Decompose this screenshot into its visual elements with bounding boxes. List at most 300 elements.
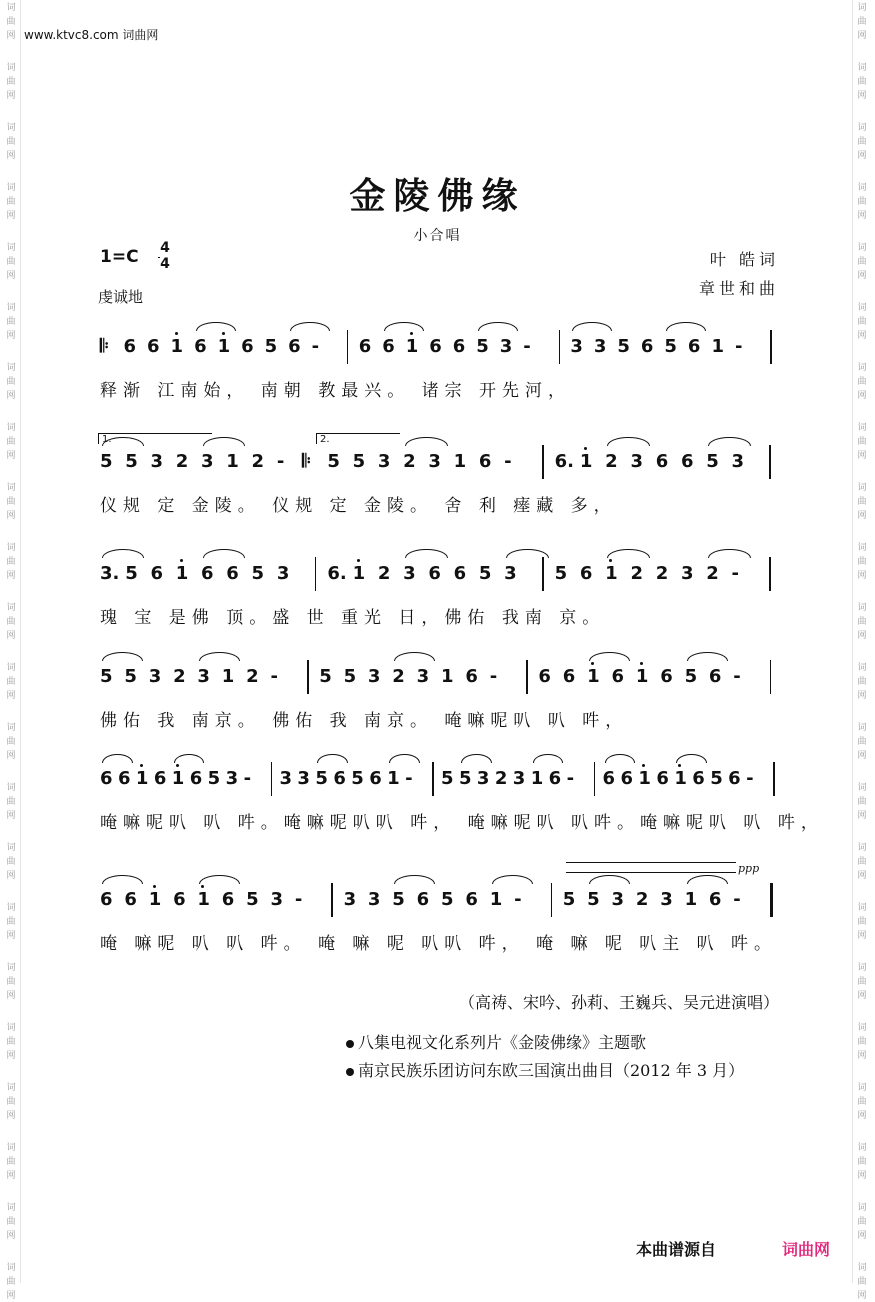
decrescendo-top: [566, 862, 736, 863]
watermark-char: 网: [6, 571, 16, 581]
bullet-icon: [346, 1040, 354, 1048]
jianpu-note: 6: [288, 336, 301, 357]
note-line-2: [346, 1058, 744, 1081]
watermark-char: 曲: [6, 617, 16, 627]
key-signature: 1=C: [100, 247, 139, 267]
jianpu-note: 5: [710, 768, 723, 789]
watermark-char: 曲: [857, 377, 867, 387]
jianpu-note: 1: [171, 768, 185, 789]
jianpu-note: 2: [403, 451, 416, 472]
watermark-char: 曲: [857, 197, 867, 207]
slur: [687, 652, 728, 661]
jianpu-note: 3: [343, 889, 357, 910]
octave-dot: [410, 332, 413, 335]
watermark-char: 词: [857, 903, 867, 913]
jianpu-note: 6: [194, 336, 207, 357]
jianpu-note: 5: [315, 768, 328, 789]
watermark-char: 曲: [857, 1097, 867, 1107]
jianpu-note: 6: [226, 563, 239, 584]
jianpu-note: 6: [241, 336, 254, 357]
jianpu-note: 6: [201, 563, 214, 584]
watermark-char: 曲: [857, 677, 867, 687]
jianpu-note: 6: [620, 768, 633, 789]
jianpu-note: 3: [593, 336, 607, 357]
watermark-char: 曲: [6, 137, 16, 147]
slur: [317, 754, 348, 763]
jianpu-note: 3: [201, 451, 214, 472]
watermark-char: 网: [857, 631, 867, 641]
watermark-char: 曲: [6, 77, 16, 87]
jianpu-note: 3: [403, 563, 416, 584]
watermark-char: 词: [857, 1203, 867, 1213]
jianpu-note: 6: [429, 336, 442, 357]
jianpu-note: 5: [684, 666, 698, 687]
sustain-dash: -: [504, 451, 512, 472]
watermark-char: 词: [857, 1023, 867, 1033]
jianpu-note: 5: [476, 336, 489, 357]
jianpu-note: 5: [100, 451, 113, 472]
octave-dot: [176, 764, 179, 767]
jianpu-note: 6: [562, 666, 576, 687]
jianpu-note: 6: [660, 666, 673, 687]
watermark-char: 词: [857, 243, 867, 253]
watermark-char: 曲: [857, 857, 867, 867]
watermark-char: 曲: [6, 797, 16, 807]
sustain-dash: -: [733, 666, 741, 687]
watermark-char: 曲: [6, 497, 16, 507]
watermark-char: 词: [6, 783, 16, 793]
jianpu-note: 6: [123, 336, 137, 357]
jianpu-note: 6: [656, 768, 669, 789]
jianpu-note: 6: [692, 768, 705, 789]
watermark-char: 曲: [6, 857, 16, 867]
jianpu-note: 6: [173, 889, 186, 910]
barline: [770, 883, 773, 917]
bullet-icon: [346, 1068, 354, 1076]
sustain-dash: -: [243, 768, 252, 789]
site-watermark: www.ktvc8.com 词曲网: [24, 28, 159, 42]
repeat-start: 𝄆: [302, 451, 311, 472]
jianpu-note: 1: [175, 563, 189, 584]
jianpu-note: 6: [611, 666, 625, 687]
slur: [203, 549, 245, 558]
watermark-char: 网: [857, 571, 867, 581]
meter-bottom: 4: [160, 256, 170, 272]
lyric-line: 唵 嘛呢 叭 叭 吽。 唵 嘛 呢 叭叭 吽， 唵 嘛 呢 叭主 叭 吽。: [100, 934, 778, 954]
jianpu-note: 1: [605, 563, 618, 584]
sustain-dash: -: [731, 563, 739, 584]
watermark-char: 曲: [857, 617, 867, 627]
jianpu-note: 2: [655, 563, 669, 584]
jianpu-note: 5: [125, 451, 138, 472]
jianpu-note: 5: [617, 336, 630, 357]
jianpu-note: 6: [382, 336, 395, 357]
watermark-char: 词: [6, 423, 16, 433]
watermark-char: 网: [6, 1231, 16, 1241]
watermark-char: 网: [6, 631, 16, 641]
jianpu-note: 2: [251, 451, 265, 472]
sustain-dash: -: [746, 768, 754, 789]
watermark-char: 词: [857, 1263, 867, 1273]
watermark-char: 网: [857, 331, 867, 341]
jianpu-note: 6: [708, 666, 722, 687]
watermark-char: 网: [857, 811, 867, 821]
watermark-char: 词: [6, 1083, 16, 1093]
jianpu-note: 2: [175, 451, 189, 472]
decrescendo-bottom: [566, 872, 736, 873]
watermark-char: 曲: [857, 257, 867, 267]
watermark-char: 网: [857, 1051, 867, 1061]
barline: [770, 330, 772, 364]
lyricist-credit: 叶 皓词: [709, 250, 779, 269]
note-text-2: 南京民族乐团访问东欧三国演出曲目（2012 年 3 月）: [358, 1061, 745, 1080]
jianpu-note: 3: [148, 666, 162, 687]
watermark-char: 曲: [6, 917, 16, 927]
watermark-char: 词: [6, 303, 16, 313]
octave-dot: [678, 764, 681, 767]
jianpu-note: 5: [706, 451, 719, 472]
jianpu-note: 6: [708, 889, 722, 910]
tempo-marking: 虔诚地: [98, 288, 144, 306]
watermark-char: 曲: [857, 17, 867, 27]
slur: [405, 549, 447, 558]
jianpu-note: 6.: [554, 451, 575, 472]
barline: [347, 330, 349, 364]
jianpu-note: 6: [100, 768, 113, 789]
watermark-char: 词: [857, 543, 867, 553]
slur: [589, 652, 630, 661]
slur: [492, 875, 533, 884]
sustain-dash: -: [734, 336, 743, 357]
song-title: 金陵佛缘: [349, 175, 526, 217]
jianpu-note: 1: [170, 336, 184, 357]
watermark-char: 网: [6, 991, 16, 1001]
slur: [102, 754, 133, 763]
barline: [773, 762, 775, 796]
jianpu-note: 6: [428, 563, 441, 584]
note-line-1: [346, 1030, 646, 1053]
jianpu-note: 5: [246, 889, 259, 910]
barline: [769, 557, 771, 591]
slur: [199, 875, 240, 884]
watermark-char: 网: [857, 871, 867, 881]
jianpu-note: 1: [217, 336, 231, 357]
watermark-char: 曲: [6, 257, 16, 267]
barline: [594, 762, 596, 796]
dynamic-marking: ppp: [738, 862, 760, 875]
slur: [102, 652, 143, 661]
jianpu-note: 1: [148, 889, 162, 910]
watermark-char: 词: [6, 543, 16, 553]
jianpu-note: 6: [117, 768, 131, 789]
slur: [102, 875, 143, 884]
barline: [551, 883, 553, 917]
sustain-dash: -: [405, 768, 413, 789]
watermark-char: 网: [857, 691, 867, 701]
watermark-char: 词: [6, 243, 16, 253]
jianpu-note: 1: [684, 889, 698, 910]
jianpu-note: 1: [135, 768, 149, 789]
jianpu-note: 3: [611, 889, 625, 910]
slur: [394, 875, 435, 884]
jianpu-note: 3: [279, 768, 292, 789]
watermark-char: 网: [6, 91, 16, 101]
sustain-dash: -: [514, 889, 522, 910]
slur: [506, 549, 548, 558]
jianpu-note: 6: [124, 889, 137, 910]
slur: [405, 437, 447, 446]
footer-site-link[interactable]: 词曲网: [782, 1240, 831, 1259]
jianpu-note: 1: [453, 451, 467, 472]
watermark-char: 词: [857, 363, 867, 373]
jianpu-note: 5: [100, 666, 113, 687]
jianpu-note: 5: [441, 768, 454, 789]
slur: [478, 322, 518, 331]
watermark-char: 网: [857, 1111, 867, 1121]
watermark-char: 曲: [6, 1277, 16, 1287]
watermark-char: 词: [857, 423, 867, 433]
watermark-char: 词: [857, 783, 867, 793]
watermark-char: 网: [6, 211, 16, 221]
lyric-line: 佛佑 我 南京。 佛佑 我 南京。 唵嘛呢叭 叭 吽，: [100, 711, 629, 731]
jianpu-note: 3: [476, 768, 490, 789]
composer-credit: 章世和曲: [698, 279, 779, 298]
jianpu-note: 1: [441, 666, 454, 687]
jianpu-note: 3: [297, 768, 310, 789]
jianpu-note: 5: [327, 451, 340, 472]
jianpu-note: 1: [579, 451, 593, 472]
jianpu-note: 6: [465, 666, 478, 687]
lyric-line: 瑰 宝 是佛 顶。盛 世 重光 日，佛佑 我南 京。: [100, 608, 606, 628]
watermark-char: 词: [857, 123, 867, 133]
jianpu-note: 3: [630, 451, 643, 472]
octave-dot: [584, 447, 587, 450]
watermark-char: 网: [6, 1171, 16, 1181]
barline: [559, 330, 561, 364]
jianpu-note: 5: [392, 889, 405, 910]
octave-dot: [591, 662, 594, 665]
sustain-dash: -: [566, 768, 575, 789]
jianpu-note: 3: [512, 768, 526, 789]
watermark-char: 网: [6, 1051, 16, 1061]
barline: [432, 762, 434, 796]
watermark-char: 网: [6, 751, 16, 761]
jianpu-note: 3.: [100, 563, 120, 584]
watermark-char: 曲: [857, 497, 867, 507]
jianpu-note: 2: [173, 666, 186, 687]
jianpu-note: 1: [530, 768, 544, 789]
watermark-char: 网: [6, 151, 16, 161]
jianpu-note: 6: [221, 889, 235, 910]
watermark-char: 词: [6, 3, 16, 13]
slur: [394, 652, 435, 661]
watermark-char: 词: [6, 963, 16, 973]
jianpu-note: 5: [124, 666, 137, 687]
note-text-1: 八集电视文化系列片《金陵佛缘》主题歌: [358, 1033, 647, 1052]
jianpu-note: 6: [548, 768, 562, 789]
lyric-line: 仪规 定 金陵。 仪规 定 金陵。 舍 利 瘗藏 多，: [100, 496, 617, 516]
jianpu-note: 2: [246, 666, 259, 687]
watermark-char: 曲: [857, 977, 867, 987]
watermark-char: 词: [857, 843, 867, 853]
jianpu-note: 5: [352, 451, 366, 472]
watermark-char: 网: [6, 811, 16, 821]
slur: [199, 652, 240, 661]
slur: [102, 549, 144, 558]
footer-source: 本曲谱源自: [636, 1240, 717, 1259]
meter-top: 4: [160, 240, 170, 256]
watermark-char: 词: [857, 1083, 867, 1093]
jianpu-note: 5: [587, 889, 600, 910]
jianpu-note: 6: [640, 336, 654, 357]
jianpu-note: 5: [554, 563, 568, 584]
watermark-char: 词: [857, 303, 867, 313]
sustain-dash: -: [270, 666, 278, 687]
jianpu-note: 6: [602, 768, 616, 789]
jianpu-note: 6: [538, 666, 551, 687]
octave-dot: [357, 559, 360, 562]
watermark-char: 词: [857, 963, 867, 973]
slur: [607, 437, 649, 446]
barline: [526, 660, 528, 694]
performers: （高祷、宋吟、孙莉、王巍兵、吴元进演唱）: [458, 993, 779, 1012]
jianpu-note: 6: [150, 563, 164, 584]
jianpu-note: 1: [674, 768, 687, 789]
watermark-char: 网: [6, 1111, 16, 1121]
jianpu-note: 1: [352, 563, 366, 584]
watermark-char: 网: [857, 391, 867, 401]
jianpu-note: 6: [465, 889, 478, 910]
slur: [533, 754, 564, 763]
barline: [271, 762, 273, 796]
jianpu-note: 1: [221, 666, 235, 687]
watermark-char: 网: [857, 211, 867, 221]
watermark-char: 网: [6, 391, 16, 401]
jianpu-note: 6.: [327, 563, 347, 584]
watermark-char: 网: [857, 91, 867, 101]
watermark-char: 网: [6, 31, 16, 41]
sustain-dash: -: [276, 451, 285, 472]
jianpu-note: 3: [276, 563, 290, 584]
watermark-char: 曲: [6, 317, 16, 327]
slur: [384, 322, 424, 331]
jianpu-note: 3: [270, 889, 284, 910]
slur: [708, 549, 750, 558]
octave-dot: [609, 559, 612, 562]
jianpu-note: 6: [369, 768, 382, 789]
jianpu-note: 3: [504, 563, 517, 584]
watermark-char: 曲: [857, 917, 867, 927]
watermark-char: 网: [6, 931, 16, 941]
jianpu-note: 3: [731, 451, 744, 472]
watermark-char: 曲: [6, 1217, 16, 1227]
watermark-char: 曲: [6, 557, 16, 567]
watermark-char: 曲: [857, 1217, 867, 1227]
watermark-char: 词: [857, 663, 867, 673]
jianpu-note: 2: [377, 563, 391, 584]
watermark-char: 曲: [6, 1097, 16, 1107]
watermark-char: 词: [857, 723, 867, 733]
jianpu-note: 5: [478, 563, 492, 584]
jianpu-note: 5: [264, 336, 278, 357]
jianpu-note: 3: [416, 666, 430, 687]
watermark-char: 曲: [6, 677, 16, 687]
watermark-char: 曲: [857, 737, 867, 747]
watermark-char: 网: [857, 931, 867, 941]
watermark-char: 曲: [857, 437, 867, 447]
jianpu-note: 1: [489, 889, 503, 910]
octave-dot: [640, 662, 643, 665]
watermark-char: 网: [857, 271, 867, 281]
watermark-char: 词: [6, 723, 16, 733]
jianpu-note: 6: [358, 336, 372, 357]
slur: [676, 754, 707, 763]
watermark-char: 曲: [857, 77, 867, 87]
slur: [589, 875, 630, 884]
jianpu-note: 1: [635, 666, 649, 687]
watermark-char: 词: [857, 63, 867, 73]
octave-dot: [180, 559, 183, 562]
watermark-char: 词: [6, 63, 16, 73]
watermark-char: 曲: [857, 557, 867, 567]
jianpu-note: 3: [570, 336, 583, 357]
jianpu-note: 6: [189, 768, 203, 789]
watermark-char: 曲: [6, 17, 16, 27]
jianpu-note: 6: [655, 451, 669, 472]
jianpu-note: 6: [453, 563, 467, 584]
watermark-char: 网: [857, 451, 867, 461]
watermark-char: 曲: [6, 437, 16, 447]
sustain-dash: -: [489, 666, 498, 687]
watermark-char: 词: [857, 183, 867, 193]
sustain-dash: -: [523, 336, 531, 357]
barline: [542, 445, 544, 479]
jianpu-note: 5: [562, 889, 576, 910]
jianpu-note: 2: [706, 563, 719, 584]
jianpu-note: 1: [711, 336, 724, 357]
jianpu-note: 6: [579, 563, 593, 584]
watermark-char: 网: [857, 1171, 867, 1181]
jianpu-note: 1: [587, 666, 600, 687]
watermark-char: 曲: [6, 977, 16, 987]
jianpu-note: 5: [251, 563, 265, 584]
barline: [542, 557, 544, 591]
octave-dot: [140, 764, 143, 767]
barline: [331, 883, 333, 917]
barline: [769, 445, 771, 479]
jianpu-note: 6: [452, 336, 466, 357]
barline: [315, 557, 317, 591]
watermark-char: 曲: [6, 737, 16, 747]
jianpu-note: 5: [319, 666, 332, 687]
slur: [290, 322, 330, 331]
watermark-char: 曲: [6, 1157, 16, 1167]
watermark-char: 词: [6, 1203, 16, 1213]
jianpu-note: 1: [638, 768, 651, 789]
jianpu-note: 6: [416, 889, 430, 910]
slur: [687, 875, 728, 884]
jianpu-note: 6: [147, 336, 160, 357]
sustain-dash: -: [733, 889, 741, 910]
watermark-char: 词: [6, 603, 16, 613]
jianpu-note: 5: [207, 768, 221, 789]
slur: [389, 754, 420, 763]
jianpu-note: 3: [680, 563, 694, 584]
barline: [307, 660, 309, 694]
watermark-char: 词: [857, 1143, 867, 1153]
watermark-char: 网: [857, 751, 867, 761]
jianpu-note: 2: [635, 889, 649, 910]
